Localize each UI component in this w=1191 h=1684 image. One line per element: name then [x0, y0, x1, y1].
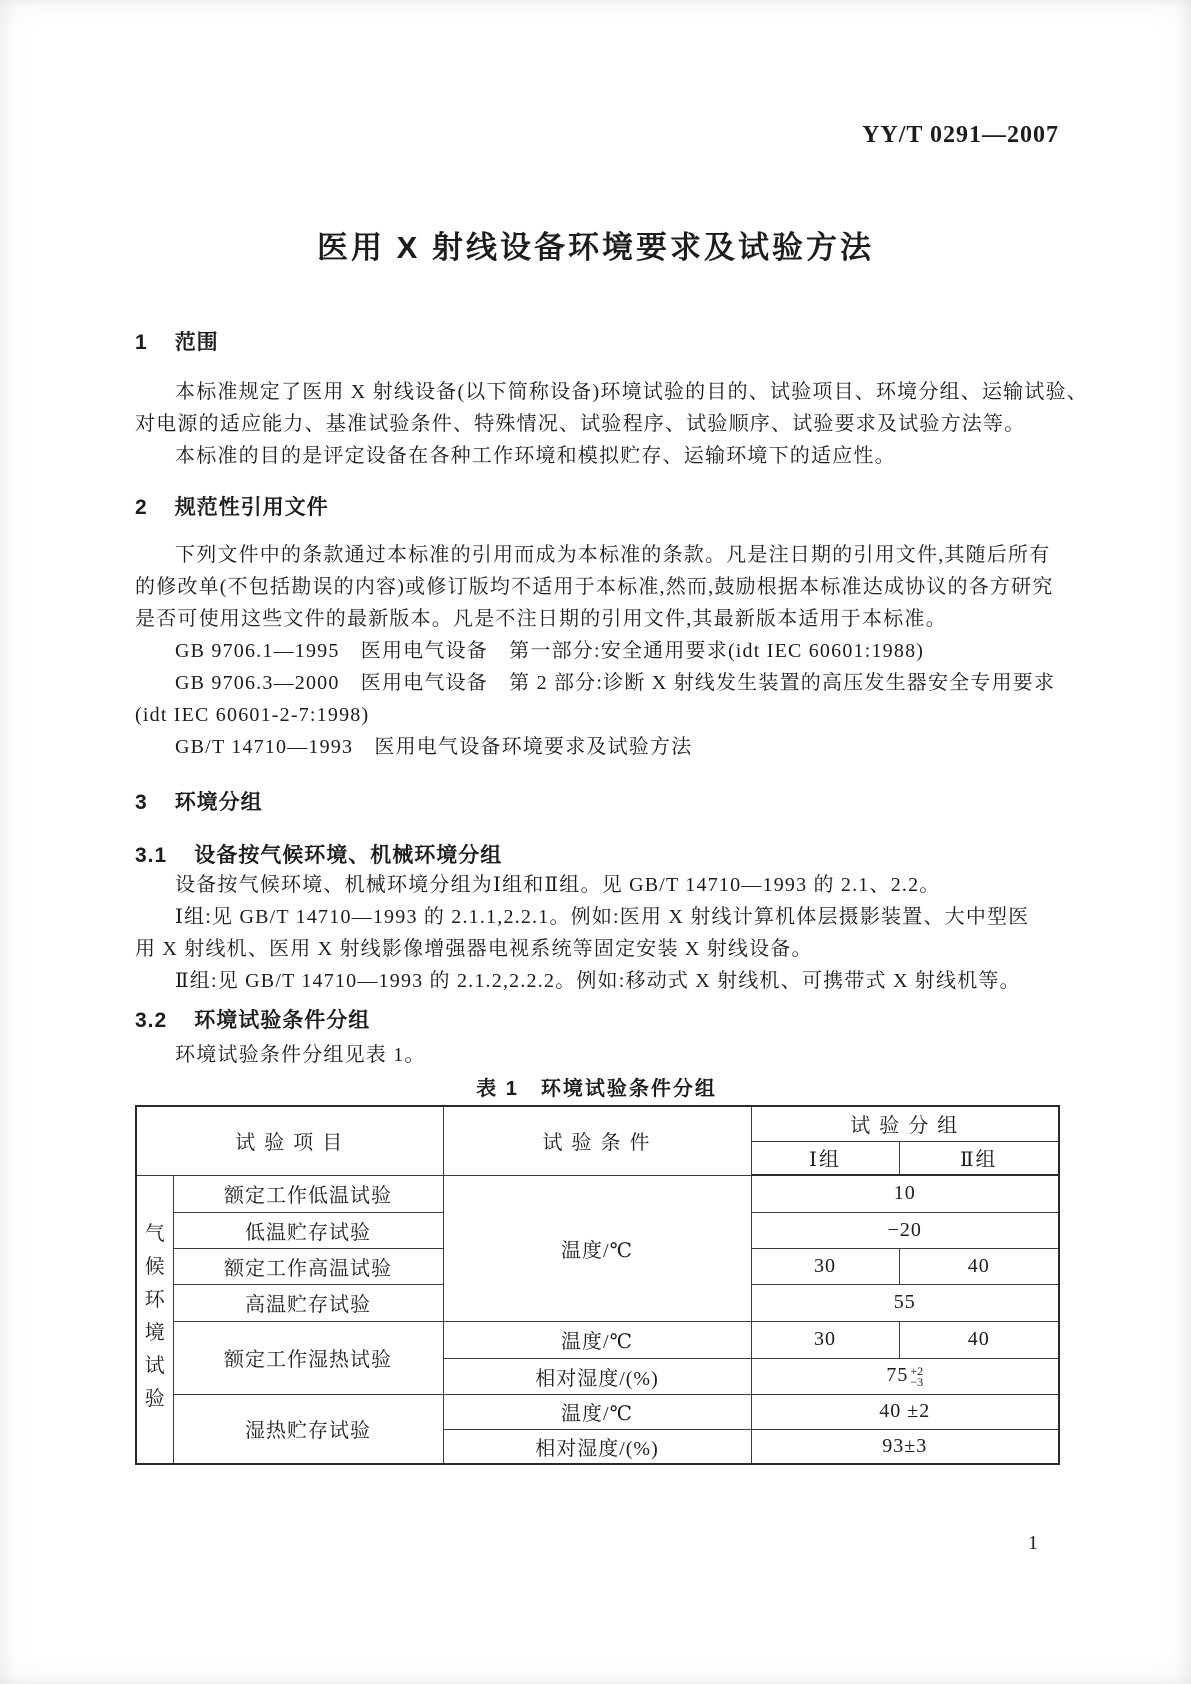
section-1-heading — [135, 326, 1060, 356]
paragraph-line: 用 X 射线机、医用 X 射线影像增强器电视系统等固定安装 X 射线设备。 — [135, 938, 813, 960]
tolerance-base: 75 — [886, 1364, 909, 1387]
section-1-number: 1 — [135, 331, 148, 354]
paragraph-line: 本标准的目的是评定设备在各种工作环境和模拟贮存、运输环境下的适应性。 — [175, 445, 896, 467]
value-cell: 55 — [751, 1284, 1059, 1321]
paragraph-line: 对电源的适应能力、基准试验条件、特殊情况、试验程序、试验顺序、试验要求及试验方法等。 — [135, 413, 1026, 435]
col-header-group-2: Ⅱ组 — [899, 1141, 1059, 1175]
condition-temperature-cell: 温度/℃ — [443, 1175, 751, 1321]
reference-line: GB 9706.3—2000 医用电气设备 第 2 部分:诊断 X 射线发生装置的高压发生器安全专用要求 — [175, 672, 1056, 694]
section-2-title: 规范性引用文件 — [174, 496, 329, 519]
value-cell: 93±3 — [751, 1429, 1059, 1464]
reference-line: GB/T 14710—1993 医用电气设备环境要求及试验方法 — [175, 736, 693, 758]
paragraph-line: 的修改单(不包括勘误的内容)或修订版均不适用于本标准,然而,鼓励根据本标准达成协议的各方研究 — [135, 576, 1054, 598]
test-item-cell: 额定工作高温试验 — [173, 1248, 443, 1284]
value-cell: 40 ±2 — [751, 1394, 1059, 1429]
section-3-2-body — [135, 1039, 1060, 1071]
tolerance-sup: +2 — [910, 1363, 924, 1378]
section-1-title: 范围 — [174, 331, 219, 354]
paragraph-line: 设备按气候环境、机械环境分组为Ⅰ组和Ⅱ组。见 GB/T 14710—1993 的 2.1、2.2。 — [175, 874, 941, 896]
section-3-1-heading — [135, 839, 1060, 869]
table-caption: 表 1 环境试验条件分组 — [476, 1078, 717, 1100]
paragraph-line: 本标准规定了医用 X 射线设备(以下简称设备)环境试验的目的、试验项目、环境分组、运输试验、 — [175, 381, 1088, 403]
row-category-climate-env-test: 气候环境试验 — [136, 1175, 173, 1464]
page-number: 1 — [1028, 1532, 1038, 1554]
section-3-2-title: 环境试验条件分组 — [194, 1009, 371, 1032]
environment-test-table — [135, 1105, 1060, 1465]
test-item-cell: 额定工作湿热试验 — [173, 1321, 443, 1394]
section-3-heading — [135, 786, 1060, 816]
section-3-2-heading — [135, 1004, 1060, 1034]
col-header-test-condition: 试 验 条 件 — [443, 1106, 751, 1175]
condition-humidity-cell: 相对湿度/(%) — [443, 1429, 751, 1464]
paragraph-line: Ⅱ组:见 GB/T 14710—1993 的 2.1.2,2.2.2。例如:移动式 X 射线机、可携带式 X 射线机等。 — [175, 970, 1021, 992]
section-2-heading — [135, 491, 1060, 521]
condition-humidity-cell: 相对湿度/(%) — [443, 1358, 751, 1394]
section-1-body — [135, 376, 1088, 472]
paragraph-line: 是否可使用这些文件的最新版本。凡是不注日期的引用文件,其最新版本适用于本标准。 — [135, 608, 947, 630]
section-2-number: 2 — [135, 496, 148, 519]
col-header-test-item: 试 验 项 目 — [136, 1106, 443, 1175]
value-cell: 40 — [899, 1248, 1059, 1284]
test-item-cell: 低温贮存试验 — [173, 1212, 443, 1248]
section-3-1-title: 设备按气候环境、机械环境分组 — [194, 844, 503, 867]
table-row — [136, 1394, 1059, 1429]
test-item-cell: 湿热贮存试验 — [173, 1394, 443, 1464]
section-2-body — [135, 539, 1060, 763]
reference-line: GB 9706.1—1995 医用电气设备 第一部分:安全通用要求(idt IEC 60601:1988) — [175, 640, 925, 662]
tolerance-sub: −3 — [910, 1374, 924, 1389]
section-3-1-number: 3.1 — [135, 844, 168, 867]
condition-temperature-cell: 温度/℃ — [443, 1394, 751, 1429]
test-item-cell: 高温贮存试验 — [173, 1284, 443, 1321]
paragraph-line: 下列文件中的条款通过本标准的引用而成为本标准的条款。凡是注日期的引用文件,其随后所有 — [175, 544, 1051, 566]
section-3-1-body — [135, 869, 1060, 997]
value-cell: 10 — [751, 1175, 1059, 1212]
col-header-test-group: 试 验 分 组 — [751, 1106, 1059, 1141]
value-cell: −20 — [751, 1212, 1059, 1248]
document-title: 医用 X 射线设备环境要求及试验方法 — [317, 230, 874, 265]
table-row — [136, 1321, 1059, 1358]
section-3-2-number: 3.2 — [135, 1009, 168, 1032]
condition-temperature-cell: 温度/℃ — [443, 1321, 751, 1358]
value-cell-tolerance — [751, 1358, 1059, 1394]
value-cell: 40 — [899, 1321, 1059, 1358]
value-cell: 30 — [751, 1248, 899, 1284]
value-cell: 30 — [751, 1321, 899, 1358]
section-3-number: 3 — [135, 791, 148, 814]
section-3-title: 环境分组 — [174, 791, 263, 814]
paragraph-line: 环境试验条件分组见表 1。 — [175, 1044, 426, 1066]
paragraph-line: Ⅰ组:见 GB/T 14710—1993 的 2.1.1,2.2.1。例如:医用 X 射线计算机体层摄影装置、大中型医 — [175, 906, 1030, 928]
table-row — [136, 1175, 1059, 1212]
standard-number: YY/T 0291—2007 — [862, 122, 1059, 148]
col-header-group-1: Ⅰ组 — [751, 1141, 899, 1175]
reference-line: (idt IEC 60601-2-7:1998) — [135, 704, 370, 726]
test-item-cell: 额定工作低温试验 — [173, 1175, 443, 1212]
